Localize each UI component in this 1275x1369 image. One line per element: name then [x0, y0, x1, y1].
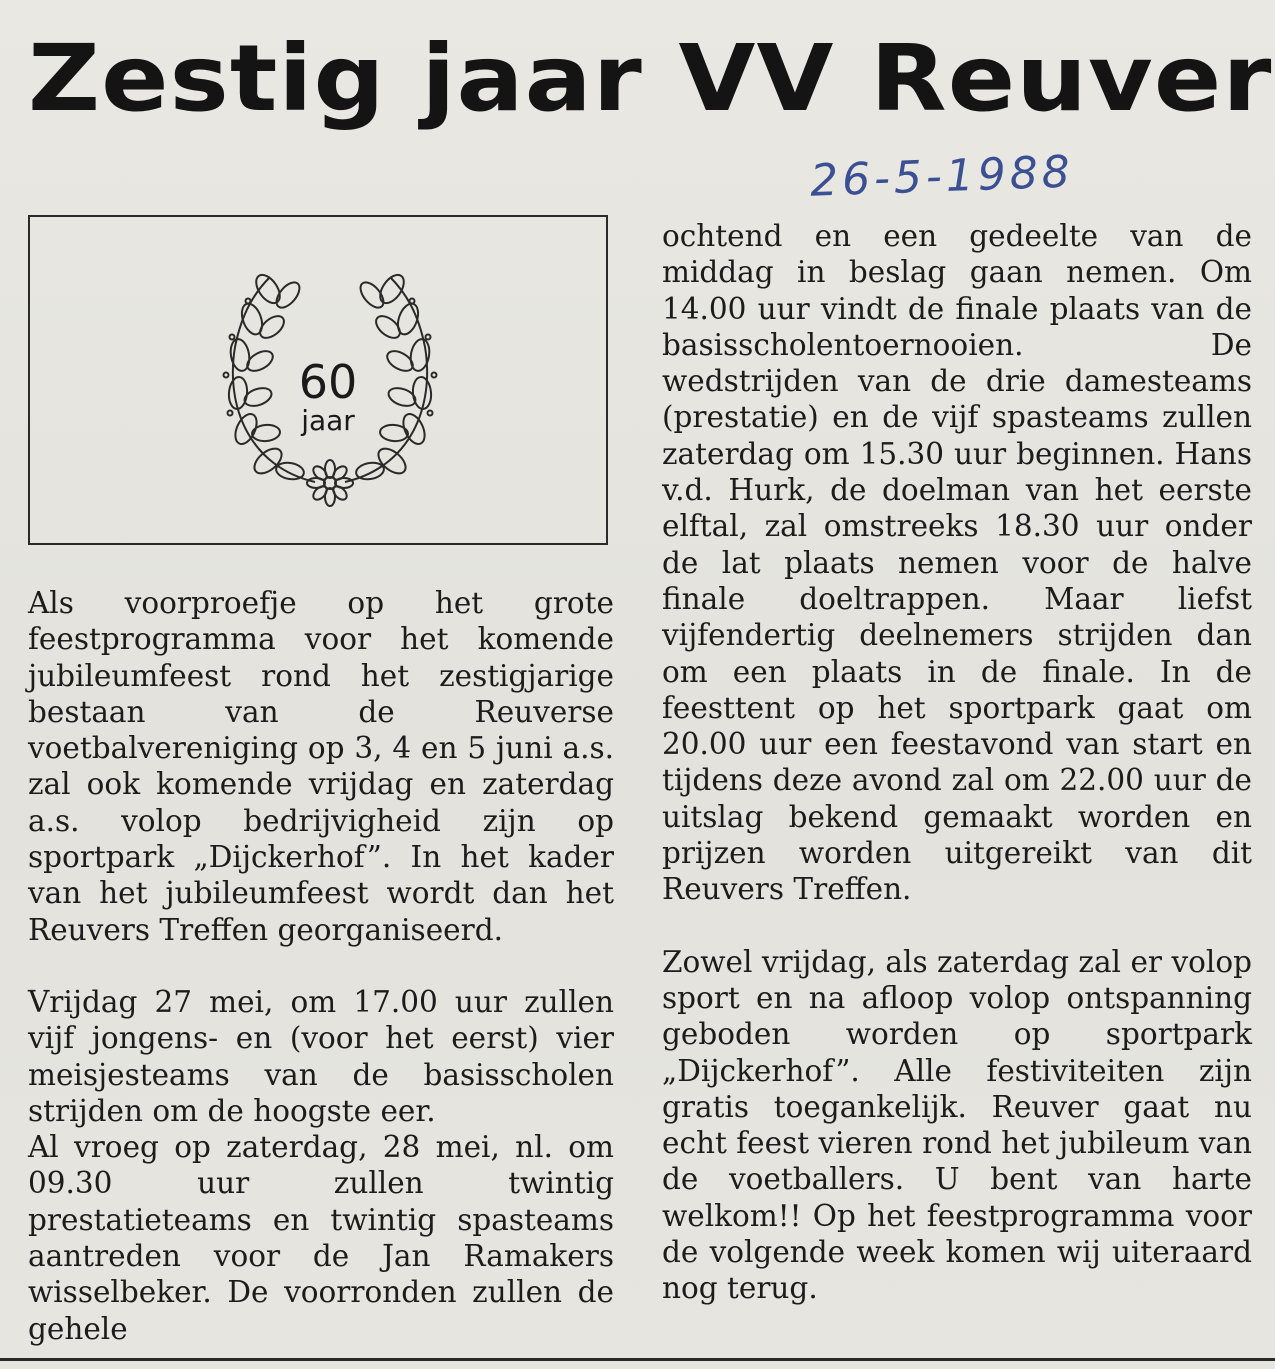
article-column-left	[28, 585, 614, 1347]
headline: Zestig jaar VV Reuver	[28, 25, 1273, 132]
handwritten-date: 26-5-1988	[809, 146, 1075, 207]
logo-word: jaar	[301, 404, 355, 437]
logo-number: 60	[298, 355, 358, 409]
paragraph: Zowel vrijdag, als zaterdag zal er volop sport en na afloop volop ontspanning geboden worden op sportpark „Dijckerhof”. Alle festiviteiten zijn gratis toegankelijk. Reuver gaat nu echt feest vieren rond het jubileum van de voetballers. U bent van harte welkom!! Op het feestprogramma voor de volgende week komen wij uiteraard nog terug.	[662, 944, 1252, 1306]
anniversary-logo-box	[28, 215, 608, 545]
bottom-rule	[0, 1358, 1275, 1361]
paragraph: Al vroeg op zaterdag, 28 mei, nl. om 09.30 uur zullen twintig prestatieteams en twintig spasteams aantreden voor de Jan Ramakers wisselbeker. De voorronden zullen de gehele	[28, 1130, 614, 1346]
article-column-right	[662, 218, 1252, 1307]
paragraph: ochtend en een gedeelte van de middag in beslag gaan nemen. Om 14.00 uur vindt de finale plaats van de basisscholentoernooien. De wedstrijden van de drie damesteams (prestatie) en de vijf spasteams zullen zaterdag om 15.30 uur beginnen. Hans v.d. Hurk, de doelman van het eerste elftal, zal omstreeks 18.30 uur onder de lat plaats nemen voor de halve finale doeltrappen. Maar liefst vijfendertig deelnemers strijden dan om een plaats in de finale. In de feesttent op het sportpark gaat om 20.00 uur een feestavond van start en tijdens deze avond zal om 22.00 uur de uitslag bekend gemaakt worden en prijzen worden uitgereikt van dit Reuvers Treffen.	[662, 219, 1252, 907]
paragraph: Vrijdag 27 mei, om 17.00 uur zullen vijf jongens- en (voor het eerst) vier meisjesteams van de basisscholen strijden om de hoogste eer.	[28, 984, 614, 1128]
paragraph: Als voorproefje op het grote feestprogramma voor het komende jubileumfeest rond het zestigjarige bestaan van de Reuverse voetbalvereniging op 3, 4 en 5 juni a.s. zal ook komende vrijdag en zaterdag a.s. volop bedrijvigheid zijn op sportpark „Dijckerhof”. In het kader van het jubileumfeest wordt dan het Reuvers Treffen georganiseerd.	[28, 586, 614, 947]
